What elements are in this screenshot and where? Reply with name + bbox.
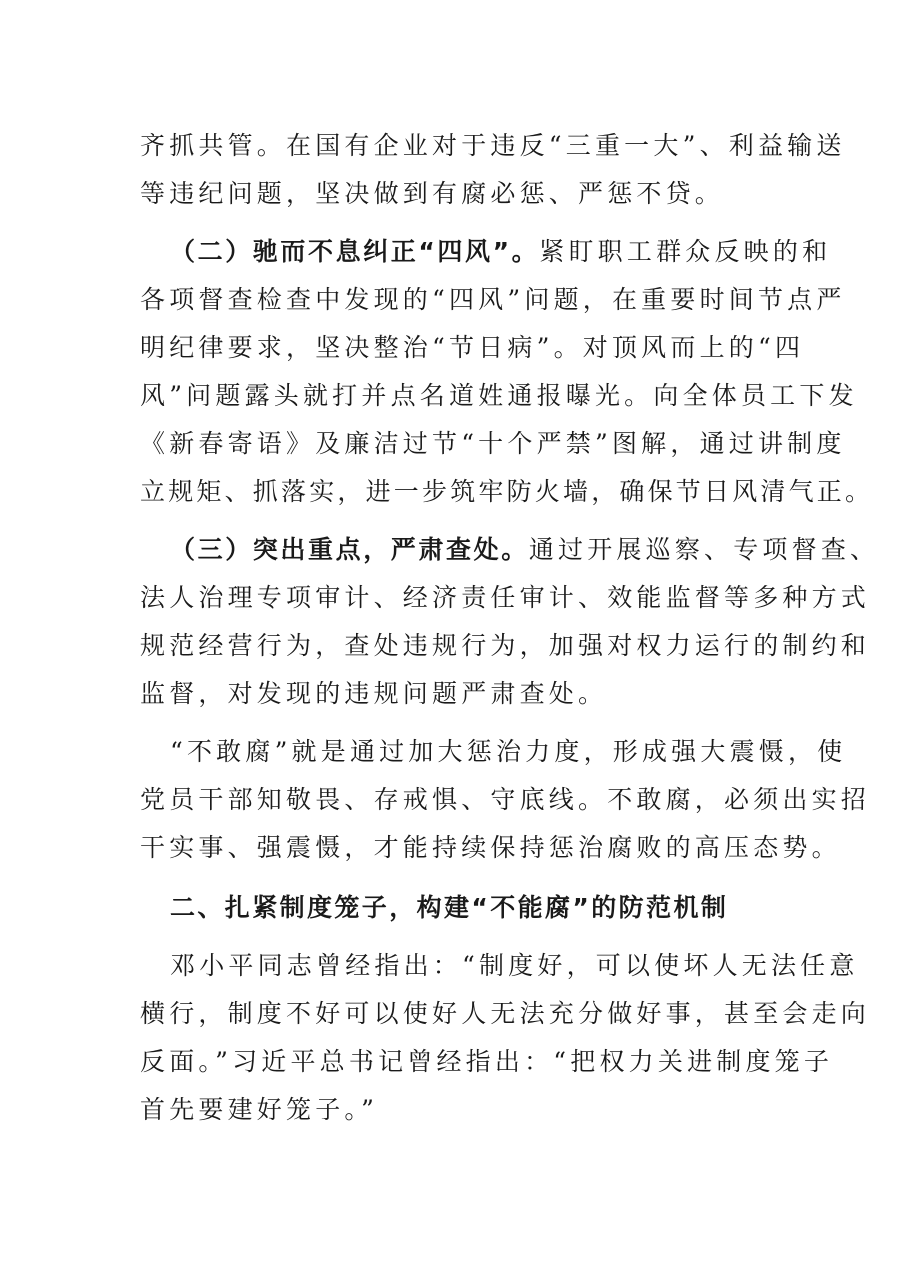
paragraph-line: 横行，制度不好可以使好人无法充分做好事，甚至会走向 [140,999,871,1028]
section-3-first-line [170,532,880,568]
section-3-title: （三）突出重点，严肃查处。 [170,535,529,564]
paragraph-line: 党员干部知敬畏、存戒惧、守底线。不敢腐，必须出实招 [140,785,871,814]
paragraph-line: 干实事、强震慑，才能持续保持惩治腐败的高压态势。 [140,833,841,862]
section-heading: 二、扎紧制度笼子，构建“不能腐”的防范机制 [170,893,729,922]
paragraph-line: 明纪律要求，坚决整治“节日病”。对顶风而上的“四 [140,333,805,362]
paragraph-line: 首先要建好笼子。” [140,1095,379,1124]
paragraph-line: 规范经营行为，查处违规行为，加强对权力运行的制约和 [140,631,871,660]
paragraph-line: 监督，对发现的违规问题严肃查处。 [140,679,608,708]
paragraph-line: 各项督查检查中发现的“四风”问题，在重要时间节点严 [140,285,846,314]
paragraph-line: 齐抓共管。在国有企业对于违反“三重一大”、利益输送 [140,131,846,160]
paragraph-line: 反面。”习近平总书记曾经指出：“把权力关进制度笼子 [140,1047,834,1076]
section-3-first-line-text: 通过开展巡察、专项督查、 [528,535,880,564]
paragraph-line: 等违纪问题，坚决做到有腐必惩、严惩不贷。 [140,179,725,208]
paragraph-line: 立规矩、抓落实，进一步筑牢防火墙，确保节日风清气正。 [140,477,874,506]
section-2-first-line-text: 紧盯职工群众反映的和 [539,237,832,266]
paragraph-line: 《新春寄语》及廉洁过节“十个严禁”图解，通过讲制度 [140,429,846,458]
paragraph-line: 邓小平同志曾经指出：“制度好，可以使坏人无法任意 [170,951,859,980]
paragraph-line: 风”问题露头就打并点名道姓通报曝光。向全体员工下发 [140,381,858,410]
paragraph-line: 法人治理专项审计、经济责任审计、效能监督等多种方式 [140,583,871,612]
paragraph-line: “不敢腐”就是通过加大惩治力度，形成强大震慑，使 [170,737,847,766]
section-2-title: （二）驰而不息纠正“四风”。 [170,237,540,266]
section-2-first-line [170,234,832,270]
